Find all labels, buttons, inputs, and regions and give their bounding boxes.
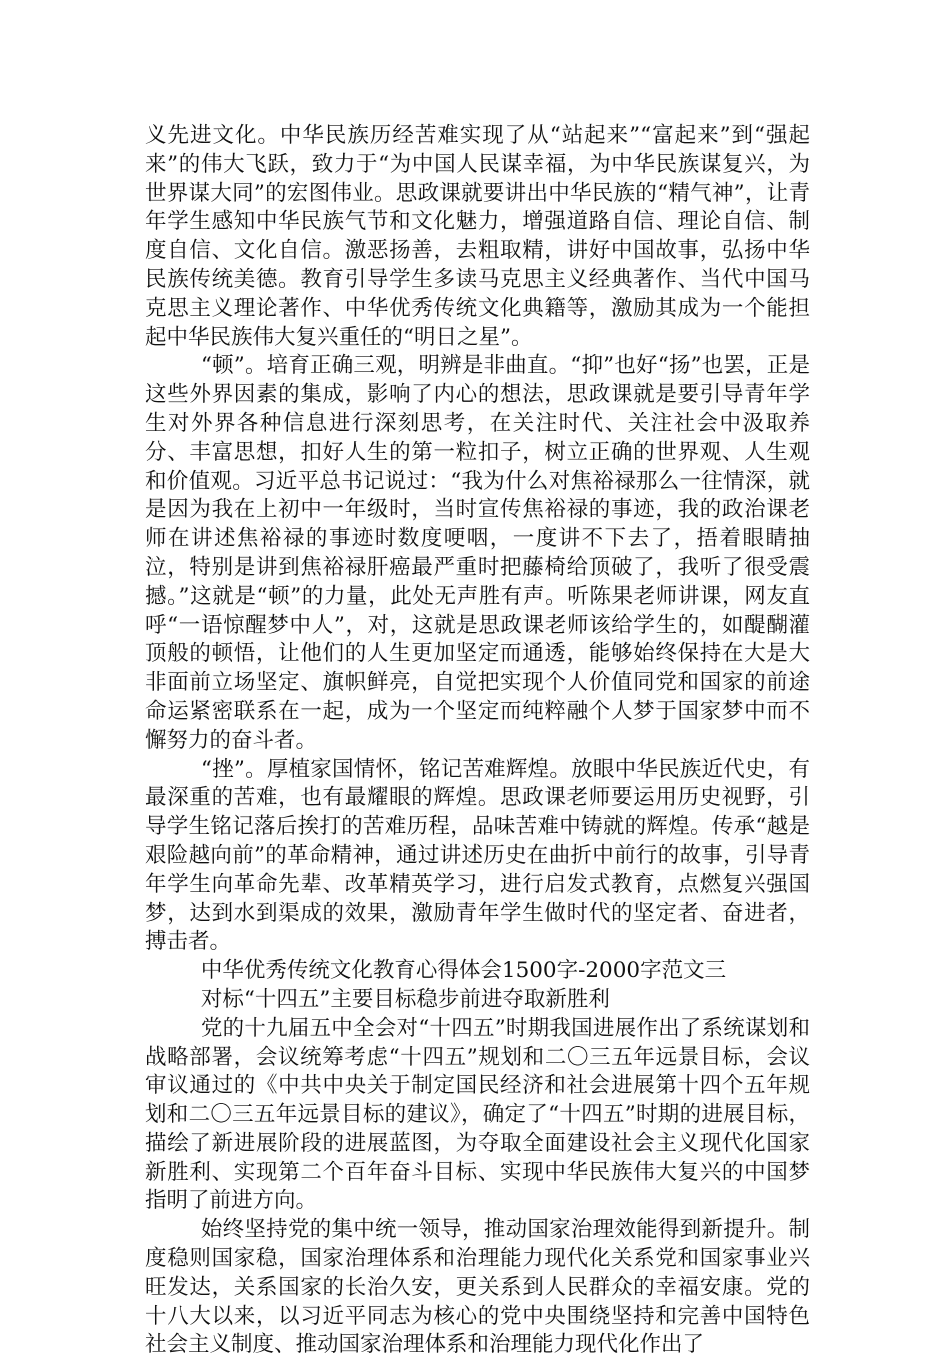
paragraph-culture: 义先进文化。中华民族历经苦难实现了从“站起来”“富起来”到“强起来”的伟大飞跃，致力于“为中国人民谋幸福，为中华民族谋复兴，为世界谋大同”的宏图伟业。思政课就要讲出中华民族的“精气神”，让青年学生感知中华民族气节和文化魅力，增强道路自信、理论自信、制度自信、文化自信。激恶扬善，去粗取精，讲好中国故事，弘扬中华民族传统美德。教育引导学生多读马克思主义经典著作、当代中国马克思主义理论著作、中华优秀传统文化典籍等，激励其成为一个能担起中华民族伟大复兴重任的“明日之星”。: [145, 123, 810, 350]
paragraph-governance: 始终坚持党的集中统一领导，推动国家治理效能得到新提升。制度稳则国家稳，国家治理体系和治理能力现代化关系党和国家事业兴旺发达，关系国家的长治久安，更关系到人民群众的幸福安康。党的十八大以来，以习近平同志为核心的党中央围绕坚持和完善中国特色社会主义制度、推动国家治理体系和治理能力现代化作出了: [145, 1217, 810, 1358]
document-page: [145, 122, 810, 1360]
paragraph-dun: “顿”。培育正确三观，明辨是非曲直。“抑”也好“扬”也罢，正是这些外界因素的集成，影响了内心的想法，思政课就是要引导青年学生对外界各种信息进行深刻思考，在关注时代、关注社会中汲取养分、丰富思想，扣好人生的第一粒扣子，树立正确的世界观、人生观和价值观。习近平总书记说过：“我为什么对焦裕禄那么一往情深，就是因为我在上初中一年级时，当时宣传焦裕禄的事迹，我的政治课老师在讲述焦裕禄的事迹时数度哽咽，一度讲不下去了，捂着眼睛抽泣，特别是讲到焦裕禄肝癌最严重时把藤椅给顶破了，我听了很受震撼。”这就是“顿”的力量，此处无声胜有声。听陈果老师讲课，网友直呼“一语惊醒梦中人”，对，这就是思政课老师该给学生的，如醍醐灌顶般的顿悟，让他们的人生更加坚定而通透，能够始终保持在大是大非面前立场坚定、旗帜鲜亮，自觉把实现个人价值同党和国家的前途命运紧密联系在一起，成为一个坚定而纯粹融个人梦于国家梦中而不懈努力的奋斗者。: [145, 353, 810, 753]
section-subtitle: 对标“十四五”主要目标稳步前进夺取新胜利: [200, 986, 610, 1012]
paragraph-plenary: 党的十九届五中全会对“十四五”时期我国进展作出了系统谋划和战略部署，会议统筹考虑“十四五”规划和二〇三五年远景目标，会议审议通过的《中共中央关于制定国民经济和社会进展第十四个五年规划和二〇三五年远景目标的建议》，确定了“十四五”时期的进展目标，描绘了新进展阶段的进展蓝图，为夺取全面建设社会主义现代化国家新胜利、实现第二个百年奋斗目标、实现中华民族伟大复兴的中国梦指明了前进方向。: [145, 1015, 810, 1214]
paragraph-cuo: “挫”。厚植家国情怀，铭记苦难辉煌。放眼中华民族近代史，有最深重的苦难，也有最耀眼的辉煌。思政课老师要运用历史视野，引导学生铭记落后挨打的苦难历程，品味苦难中铸就的辉煌。传承“越是艰险越向前”的革命精神，通过讲述历史在曲折中前行的故事，引导青年学生向革命先辈、改革精英学习，进行启发式教育，点燃复兴强国梦，达到水到渠成的效果，激励青年学生做时代的坚定者、奋进者，搏击者。: [145, 756, 810, 955]
section-title: 中华优秀传统文化教育心得体会1500字-2000字范文三: [200, 958, 727, 984]
